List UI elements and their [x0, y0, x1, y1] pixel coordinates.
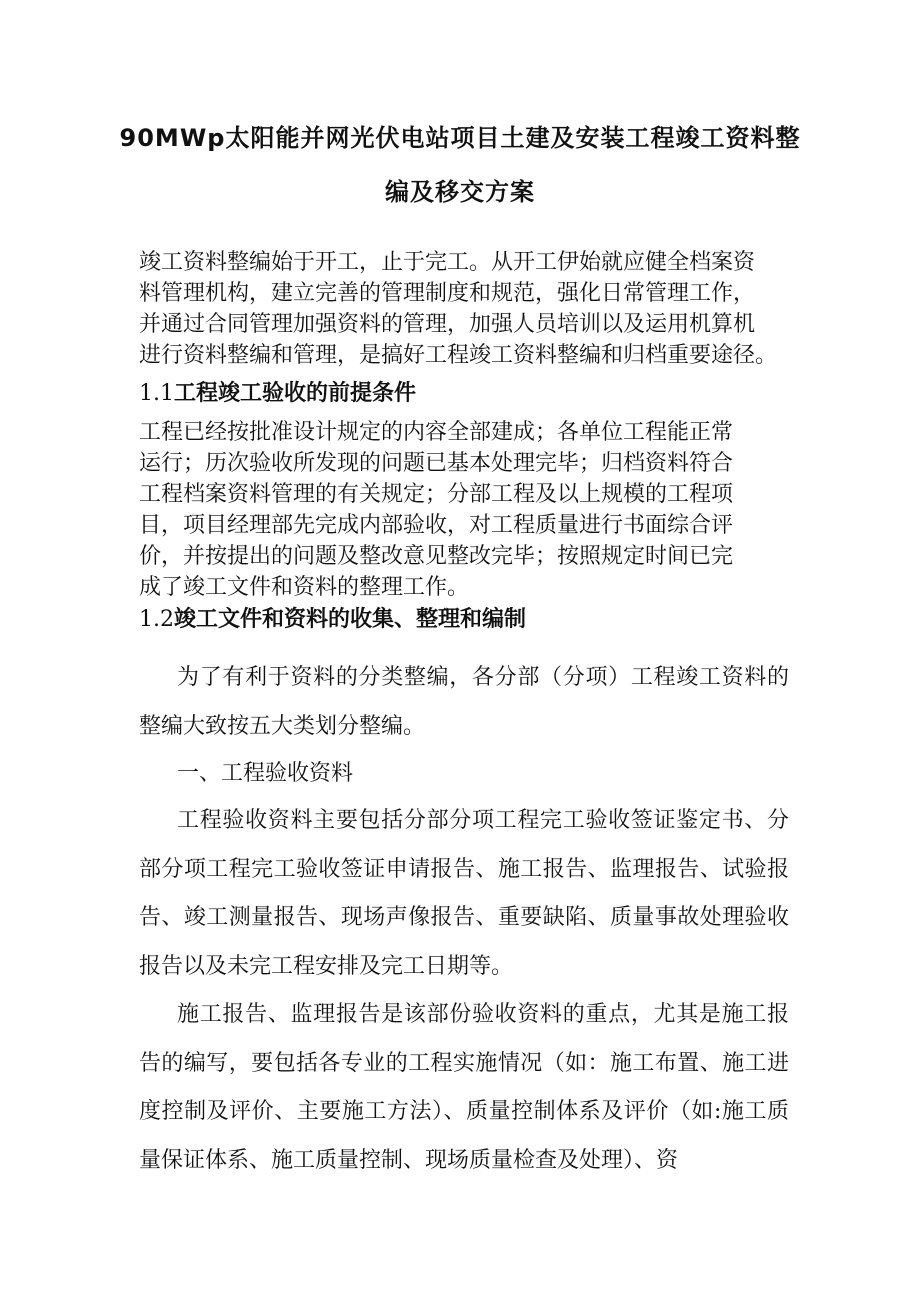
text-line: 竣工资料整编始于开工，止于完工。从开工伊始就应健全档案资 — [139, 250, 756, 275]
section-number: 1.2 — [139, 607, 174, 632]
text-line: 施工报告、监理报告是该部份验收资料的重点，尤其是施工 — [177, 1002, 767, 1027]
section-heading-1-2 — [139, 604, 789, 635]
text-line: 进行资料整编和管理，是搞好工程竣工资料整编和归档重要途径。 — [139, 343, 778, 368]
text-line: 工程验收资料主要包括分部分项工程完工验收签证鉴定书、 — [177, 808, 767, 833]
section-heading-1-1 — [139, 378, 789, 409]
text-line: 运行；历次验收所发现的问题已基本处理完毕；归档资料符合 — [139, 451, 734, 476]
section-title: 工程竣工验收的前提条件 — [174, 381, 417, 406]
document-title-line-2: 编及移交方案 — [385, 178, 535, 206]
text-line: 工程档案资料管理的有关规定；分部工程及以上规模的工程项 — [139, 482, 734, 507]
intro-paragraph — [139, 247, 789, 371]
text-line: 并通过合同管理加强资料的管理，加强人员培训以及运用机算机 — [139, 312, 756, 337]
text-line: 为了有利于资料的分类整编，各分部（分项）工程竣工资料 — [177, 665, 767, 690]
section-title: 竣工文件和资料的收集、整理和编制 — [174, 607, 527, 632]
acceptance-materials-paragraph — [139, 797, 789, 991]
text-line: 价，并按提出的问题及整改意见整改完毕；按照规定时间已完 — [139, 544, 734, 569]
text-line: 料管理机构，建立完善的管理制度和规范，强化日常管理工作， — [139, 281, 756, 306]
section-1-1-paragraph — [139, 417, 789, 603]
section-number: 1.1 — [139, 381, 174, 406]
text-line: 成了竣工文件和资料的整理工作。 — [139, 575, 470, 600]
text-line: 验报告、竣工测量报告、现场声像报告、重要缺陷、质量事故处 — [139, 856, 789, 930]
text-line: 工程已经按批准设计规定的内容全部建成；各单位工程能正常 — [139, 420, 734, 445]
subheading-acceptance-materials: 一、工程验收资料 — [177, 761, 354, 786]
text-line: 分部分项工程完工验收签证申请报告、施工报告、监理报告、试 — [139, 808, 789, 882]
text-line: 目，项目经理部先完成内部验收，对工程质量进行书面综合评 — [139, 513, 734, 538]
construction-report-paragraph — [139, 991, 789, 1185]
text-line: 的整编大致按五大类划分整编。 — [139, 665, 789, 739]
text-line: 施工质量保证体系、施工质量控制、现场质量检查及处理）、资 — [139, 1099, 789, 1173]
classification-paragraph — [139, 654, 789, 751]
text-line: 报告的编写，要包括各专业的工程实施情况（如：施工布置、施 — [139, 1002, 789, 1076]
document-title-line-1: 90MWp太阳能并网光伏电站项目土建及安装工程竣工资料整 — [119, 124, 801, 152]
text-line: 理验收报告以及未完工程安排及完工日期等。 — [139, 905, 789, 979]
text-line: 工进度控制及评价、主要施工方法）、质量控制体系及评价（如: — [139, 1050, 789, 1124]
